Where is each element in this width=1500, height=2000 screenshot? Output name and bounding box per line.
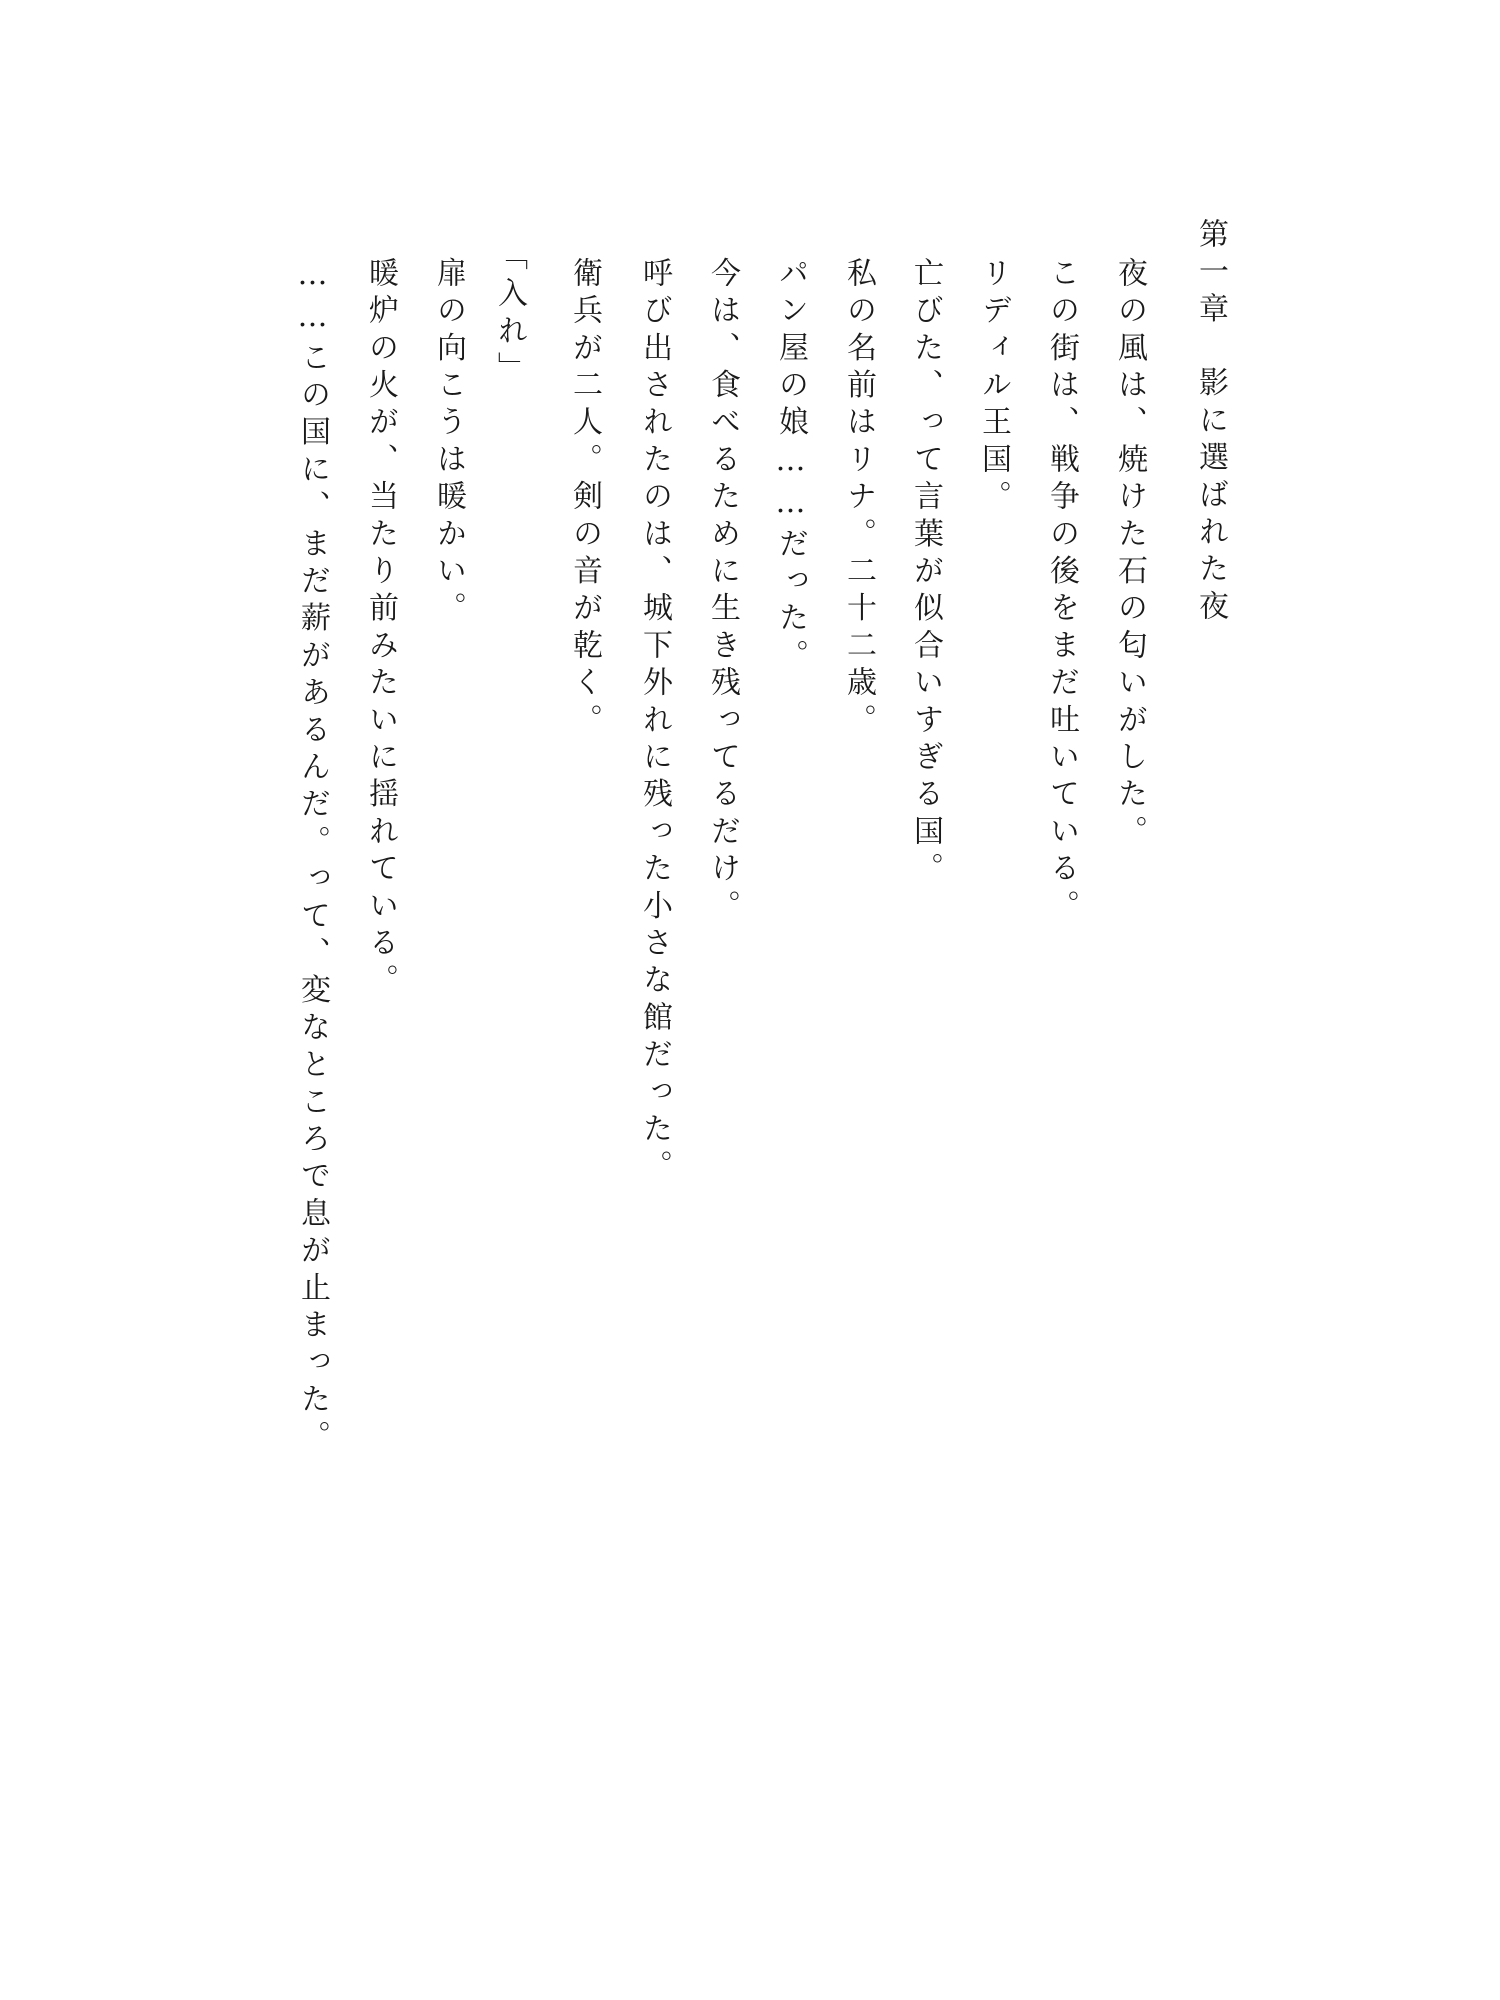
text-line: 夜の風は、焼けた石の匂いがした。 — [1112, 257, 1147, 853]
chapter-title: 第一章 影に選ばれた夜 — [1193, 218, 1228, 628]
text-line: この街は、戦争の後をまだ吐いている。 — [1044, 257, 1079, 927]
text-line: 私の名前はリナ。二十二歳。 — [841, 257, 876, 741]
text-line: 今は、食べるために生き残ってるだけ。 — [705, 257, 740, 927]
text-line: 暖炉の火が、当たり前みたいに揺れている。 — [363, 257, 398, 1001]
text-line: ……この国に、まだ薪があるんだ。って、変なところで息が止まった。 — [295, 257, 330, 1458]
text-line: 衛兵が二人。剣の音が乾く。 — [567, 257, 602, 741]
dialogue-line: 「入れ」 — [492, 240, 527, 389]
text-line: リディル王国。 — [976, 257, 1011, 518]
text-line: 亡びた、って言葉が似合いすぎる国。 — [908, 257, 943, 890]
text-line: 呼び出されたのは、城下外れに残った小さな館だった。 — [637, 257, 672, 1187]
text-line: 扉の向こうは暖かい。 — [431, 257, 466, 629]
text-line: パン屋の娘……だった。 — [773, 257, 808, 677]
